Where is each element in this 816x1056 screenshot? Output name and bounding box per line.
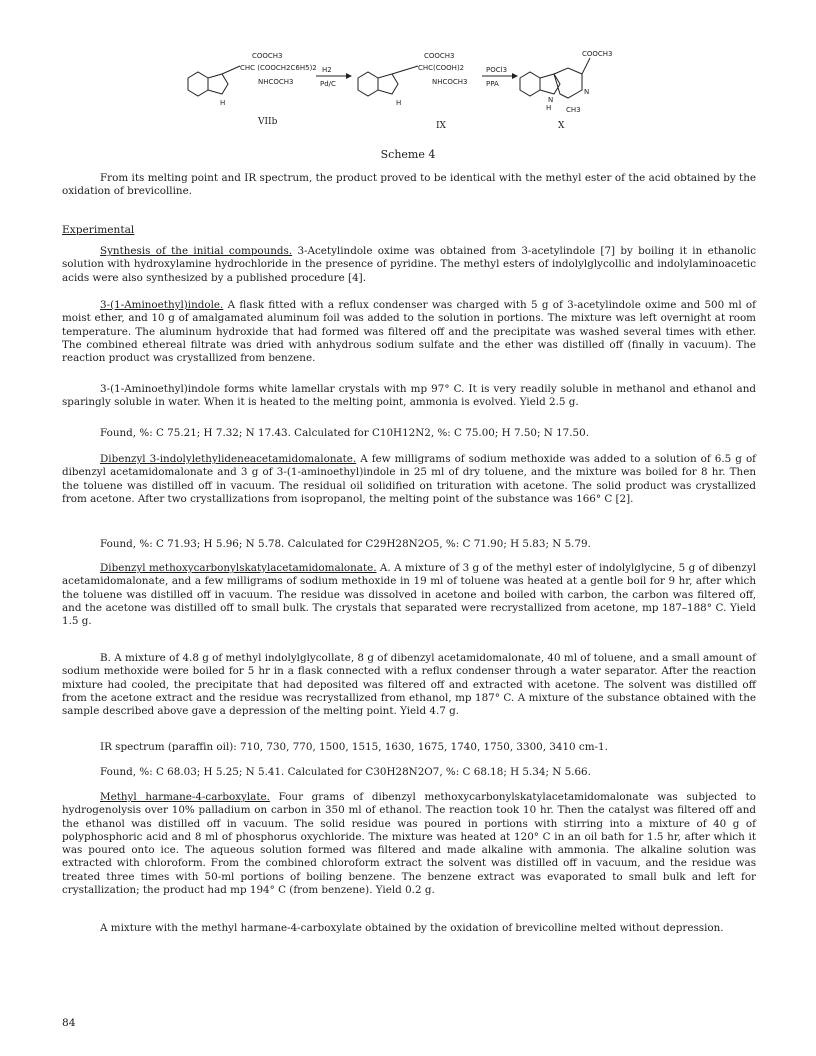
viib-mid: CHC (COOCH2C6H5)2 <box>240 64 317 72</box>
viib-label: VIIb <box>258 117 278 127</box>
experimental-heading: Experimental <box>62 224 135 236</box>
paragraph-method-b: B. A mixture of 4.8 g of methyl indolylglycollate, 8 g of dibenzyl acetamidomalonate, 40 ml of toluene, and a small amount of sodium methoxide were boiled for 5 hr in a flask connected with a reflux condenser through a water separator. After the reaction mixture had cooled, the precipitate that had deposited was filtered off and extracted with acetone. The solvent was distilled off from the acetone extract and the residue was recrystallized from ethanol, mp 187° C. A mixture of the substance obtained with the sample described above gave a depression of the melting point. Yield 4.7 g. <box>62 652 756 718</box>
arrow-hydrogenolysis <box>316 66 352 88</box>
paragraph-aminoethyl-properties: 3-(1-Aminoethyl)indole forms white lamellar crystals with mp 97° C. It is very readily soluble in methanol and ethanol and sparingly soluble in water. When it is heated to the melting point, ammonia is evolved. Yield 2.5 g. <box>62 383 756 409</box>
analysis-2: Found, %: C 71.93; H 5.96; N 5.78. Calculated for C29H28N2O5, %: C 71.90; H 5.83; N 5.79. <box>100 538 591 550</box>
page-number: 84 <box>62 1017 76 1029</box>
x-n2: N <box>584 88 590 96</box>
x-n1: N <box>548 96 554 104</box>
x-h: H <box>546 104 552 112</box>
ix-mid: CHC(COOH)2 <box>418 64 465 72</box>
analysis-1: Found, %: C 75.21; H 7.32; N 17.43. Calculated for C10H12N2, %: C 75.00; H 7.50; N 17.50. <box>100 427 589 439</box>
viib-bot: NHCOCH3 <box>258 78 294 86</box>
arrow2-bot: PPA <box>486 80 499 88</box>
dibenzyl2-title: Dibenzyl methoxycarbonylskatylacetamidomalonate. <box>100 562 377 574</box>
intro-paragraph: From its melting point and IR spectrum, the product proved to be identical with the methyl ester of the acid obtained by the oxidation of brevicolline. <box>62 172 756 198</box>
paragraph-final: A mixture with the methyl harmane-4-carboxylate obtained by the oxidation of brevicolline melted without depression. <box>100 922 724 934</box>
viib-top: COOCH3 <box>252 52 283 60</box>
paragraph-aminoethyl <box>62 299 756 365</box>
dibenzyl2-text: A. A mixture of 3 g of the methyl ester of indolylglycine, 5 g of dibenzyl acetamidomalonate, and a few milligrams of sodium methoxide in 19 ml of toluene was heated at a gentle boil for 9 hr, after which the toluene was distilled off in vacuum. The residue was dissolved in acetone and boiled with carbon, the carbon was filtered off, and the acetone was distilled off to small bulk. The crystals that separated were recrystallized from acetone, mp 187–188° C. Yield 1.5 g. <box>62 562 756 628</box>
synthesis-text: 3-Acetylindole oxime was obtained from 3-acetylindole [7] by boiling it in ethanolic solution with hydroxylamine hydrochloride in the presence of pyridine. The methyl esters of indolylglycollic and indolylaminoacetic acids were also synthesized by a published procedure [4]. <box>62 245 756 284</box>
dibenzyl1-title: Dibenzyl 3-indolylethylideneacetamidomalonate. <box>100 453 357 465</box>
x-ch3: CH3 <box>566 106 581 114</box>
compound-ix-structure <box>358 52 468 131</box>
compound-x-structure <box>520 50 613 131</box>
harmane-text: Four grams of dibenzyl methoxycarbonylskatylacetamidomalonate was subjected to hydrogenolysis over 10% palladium on carbon in 350 ml of ethanol. The reaction took 10 hr. Then the catalyst was filtered off and the ethanol was distilled off in vacuum. The solid residue was poured in portions with stirring into a mixture of 40 g of polyphosphoric acid and 8 ml of phosphorus oxychloride. The mixture was heated at 120° C in an oil bath for 1.5 hr, after which it was poured onto ice. The aqueous solution formed was filtered and made alkaline with ammonia. The alkaline solution was extracted with chloroform. From the combined chloroform extract the solvent was distilled off in vacuum, and the residue was treated three times with 50-ml portions of boiling benzene. The benzene extract was evaporated to small bulk and left for crystallization; the product had mp 194° C (from benzene). Yield 0.2 g. <box>62 791 756 897</box>
arrow-cyclization <box>482 66 518 88</box>
arrow1-top: H2 <box>322 66 332 74</box>
viib-nh: H <box>220 99 226 107</box>
analysis-3: Found, %: C 68.03; H 5.25; N 5.41. Calculated for C30H28N2O7, %: C 68.18; H 5.34; N 5.66. <box>100 766 591 778</box>
ix-nh: H <box>396 99 402 107</box>
compound-viib-structure <box>188 52 317 127</box>
ir-spectrum: IR spectrum (paraffin oil): 710, 730, 770, 1500, 1515, 1630, 1675, 1740, 1750, 3300, 3410 cm-1. <box>100 741 608 753</box>
reaction-scheme <box>180 48 620 148</box>
ix-label: IX <box>436 121 446 131</box>
paragraph-synthesis <box>62 245 756 285</box>
arrow1-bot: Pd/C <box>320 80 336 88</box>
synthesis-title: Synthesis of the initial compounds. <box>100 245 293 257</box>
aminoethyl-title: 3-(1-Aminoethyl)indole. <box>100 299 224 311</box>
ix-top: COOCH3 <box>424 52 455 60</box>
arrow2-top: POCl3 <box>486 66 508 74</box>
aminoethyl-text: A flask fitted with a reflux condenser was charged with 5 g of 3-acetylindole oxime and 500 ml of moist ether, and 10 g of amalgamated aluminum foil was added to the solution in portions. The mixture was left overnight at room temperature. The aluminum hydroxide that had formed was filtered off and the precipitate was washed several times with ether. The combined ethereal filtrate was dried with anhydrous sodium sulfate and the ether was distilled off (finally in vacuum). The reaction product was crystallized from benzene. <box>62 299 756 365</box>
paragraph-dibenzyl-ethylidene <box>62 453 756 506</box>
harmane-title: Methyl harmane-4-carboxylate. <box>100 791 270 803</box>
scheme-caption: Scheme 4 <box>380 148 436 161</box>
paragraph-dibenzyl-methoxycarbonyl <box>62 562 756 628</box>
x-top: COOCH3 <box>582 50 613 58</box>
x-label: X <box>558 121 565 131</box>
ix-bot: NHCOCH3 <box>432 78 468 86</box>
dibenzyl1-text: A few milligrams of sodium methoxide was added to a solution of 6.5 g of dibenzyl acetamidomalonate and 3 g of 3-(1-aminoethyl)indole in 25 ml of dry toluene, and the mixture was boiled for 8 hr. Then the toluene was distilled off in vacuum. The residual oil solidified on trituration with acetone. The solid product was crystallized from acetone. After two crystallizations from isopropanol, the melting point of the substance was 166° C [2]. <box>62 453 756 505</box>
paragraph-harmane <box>62 791 756 897</box>
